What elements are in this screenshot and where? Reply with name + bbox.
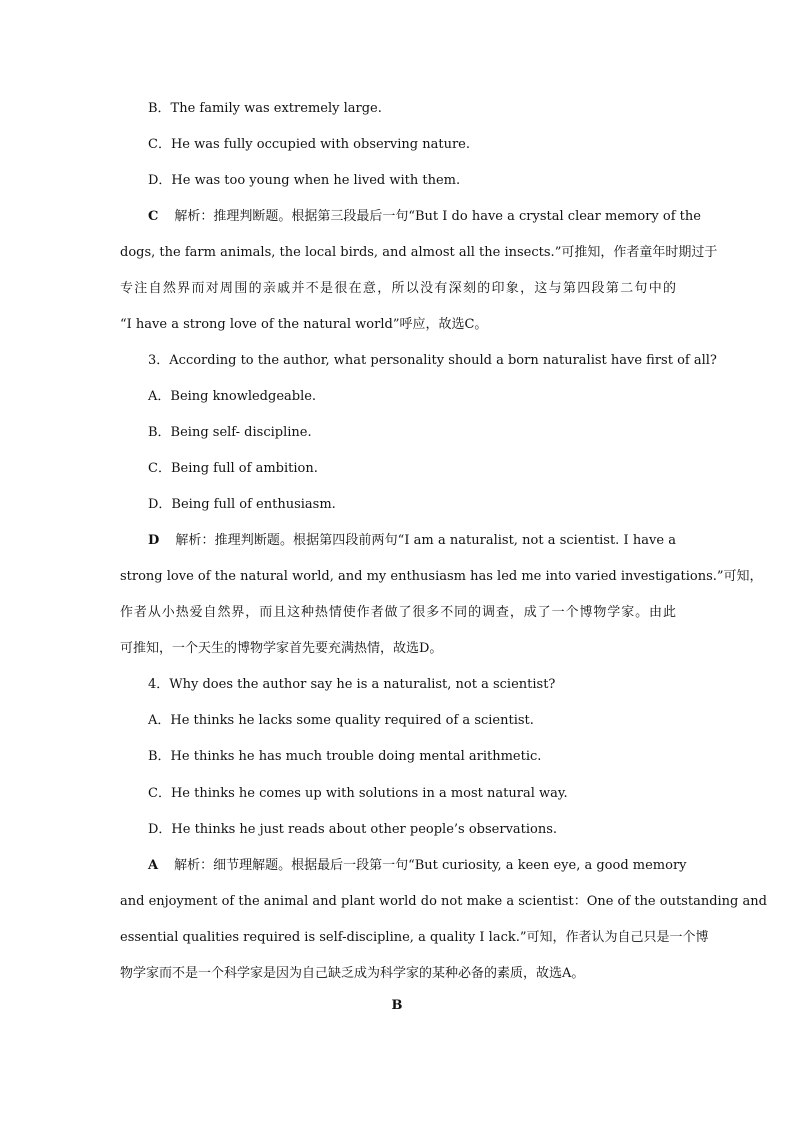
explanation-q3-line3: 作者从小热爱自然界，而且这种热情使作者做了很多不同的调查，成了一个博物学家。由此 (120, 605, 676, 620)
option-c-q4: C．He thinks he comes up with solutions in a most natural way. (148, 786, 568, 801)
question-4: 4．Why does the author say he is a naturalist, not a scientist? (148, 677, 556, 692)
section-title: B (391, 998, 403, 1013)
option-d-q2: D．He was too young when he lived with them. (148, 173, 461, 188)
explanation-q3-line1 (148, 532, 676, 550)
option-d-q3: D．Being full of enthusiasm. (148, 497, 336, 512)
option-d-q4: D．He thinks he just reads about other people’s observations. (148, 822, 558, 837)
explanation-q4-line4: 物学家而不是一个科学家是因为自己缺乏成为科学家的某种必备的素质，故选A。 (120, 966, 585, 981)
answer-q4: A (148, 858, 159, 873)
question-3: 3．According to the author, what personality should a born naturalist have first of all? (148, 353, 717, 368)
option-b-q3: B．Being self- discipline. (148, 425, 312, 440)
option-b-q4: B．He thinks he has much trouble doing mental arithmetic. (148, 749, 542, 764)
option-a-q4: A．He thinks he lacks some quality required of a scientist. (148, 713, 534, 728)
explanation-q2-line1 (148, 208, 701, 226)
explanation-text: 解析：推理判断题。根据第三段最后一句“But I do have a crystal clear memory of the (174, 209, 701, 224)
option-c-q2: C．He was fully occupied with observing nature. (148, 137, 470, 152)
answer-q2: C (148, 209, 159, 224)
explanation-text: 解析：细节理解题。根据最后一段第一句“But curiosity, a keen eye, a good memory (174, 858, 687, 873)
explanation-q4-line2: and enjoyment of the animal and plant world do not make a scientist：One of the outstanding and (120, 894, 767, 909)
explanation-q2-line3: 专注自然界而对周围的亲戚并不是很在意，所以没有深刻的印象，这与第四段第二句中的 (120, 281, 676, 296)
option-c-q3: C．Being full of ambition. (148, 461, 318, 476)
option-b-q2: B．The family was extremely large. (148, 101, 382, 116)
explanation-q4-line1 (148, 857, 687, 875)
explanation-text: 解析：推理判断题。根据第四段前两句“I am a naturalist, not a scientist. I have a (175, 533, 676, 548)
answer-q3: D (148, 533, 160, 548)
option-a-q3: A．Being knowledgeable. (148, 389, 317, 404)
explanation-q3-line2: strong love of the natural world, and my enthusiasm has led me into varied investigations.”可知， (120, 569, 763, 584)
explanation-q2-line4: “I have a strong love of the natural world”呼应，故选C。 (120, 317, 488, 332)
explanation-q3-line4: 可推知，一个天生的博物学家首先要充满热情，故选D。 (120, 641, 443, 656)
explanation-q2-line2: dogs, the farm animals, the local birds, and almost all the insects.”可推知，作者童年时期过于 (120, 245, 718, 260)
explanation-q4-line3: essential qualities required is self-discipline, a quality I lack.”可知，作者认为自己只是一个博 (120, 930, 709, 945)
